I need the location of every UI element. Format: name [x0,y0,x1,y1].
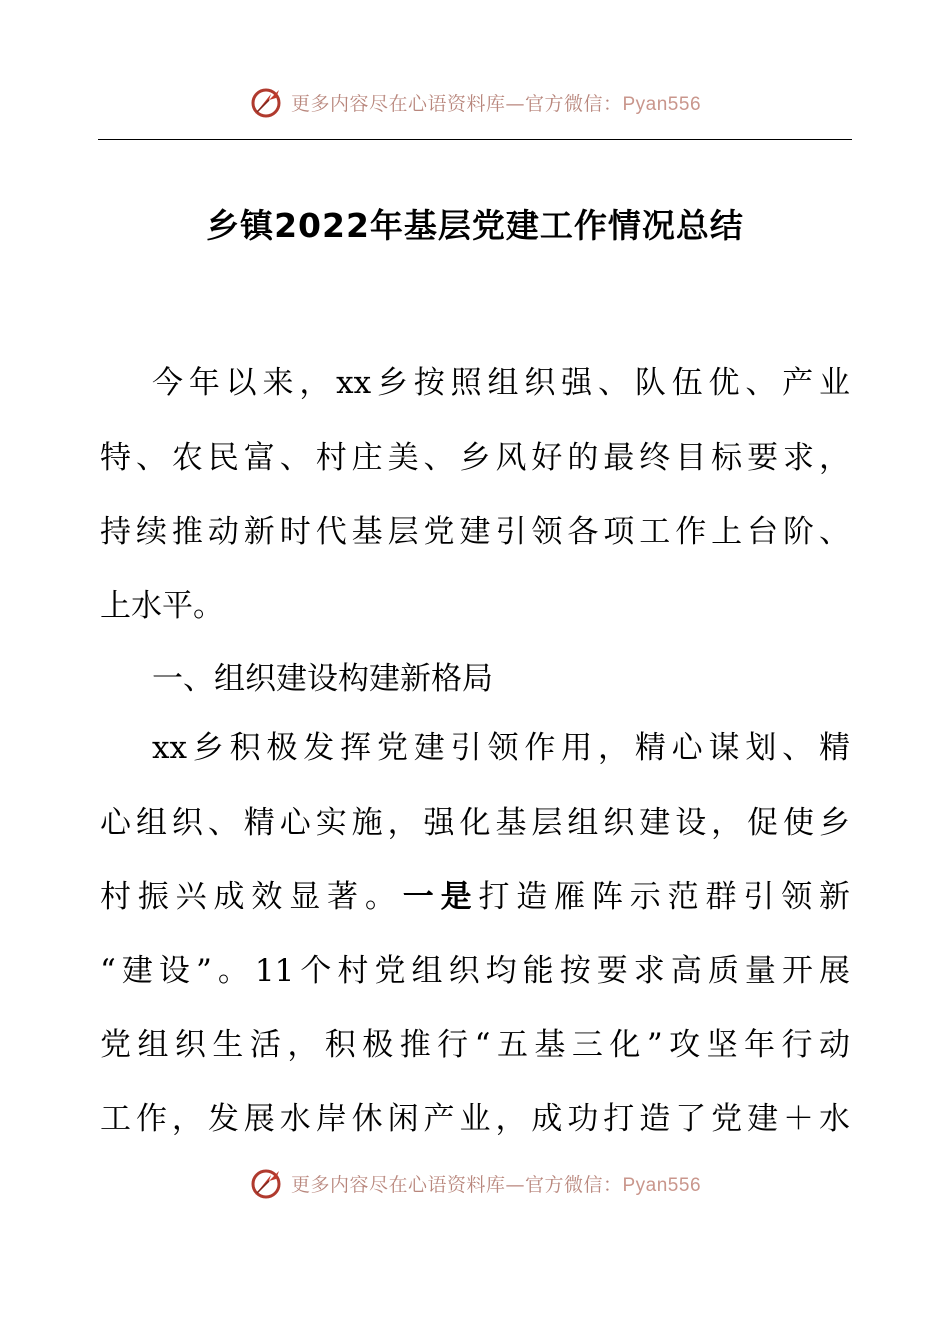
section-heading: 一、组织建设构建新格局 [152,661,493,697]
watermark-text: 更多内容尽在心语资料库—官方微信：Pyan556 [290,92,702,115]
footer-watermark [0,1163,950,1203]
paragraph-line: 持续推动新时代基层党建引领各项工作上台阶、 [100,514,850,550]
paragraph-line: xx乡积极发挥党建引领作用，精心谋划、精 [152,730,850,766]
quill-logo-icon [249,84,285,120]
paragraph-line: “建设”。11个村党组织均能按要求高质量开展 [100,953,850,989]
document-title: 乡镇2022年基层党建工作情况总结 [206,206,744,245]
header-divider [98,139,852,140]
quill-logo-icon [249,1165,285,1201]
paragraph-line: 工作，发展水岸休闲产业，成功打造了党建＋水 [100,1101,850,1137]
paragraph-line: 特、农民富、村庄美、乡风好的最终目标要求， [100,440,850,476]
paragraph-line: 心组织、精心实施，强化基层组织建设，促使乡 [100,805,850,841]
watermark-text: 更多内容尽在心语资料库—官方微信：Pyan556 [290,1173,702,1196]
bold-emphasis: 一是 [402,879,479,915]
paragraph-line: 上水平。 [100,588,224,624]
paragraph-line: 党组织生活，积极推行“五基三化”攻坚年行动 [100,1027,850,1063]
header-watermark [0,82,950,122]
paragraph-line: 村振兴成效显著。一是打造雁阵示范群引领新 [100,879,851,915]
paragraph-line: 今年以来，xx乡按照组织强、队伍优、产业 [152,365,850,401]
